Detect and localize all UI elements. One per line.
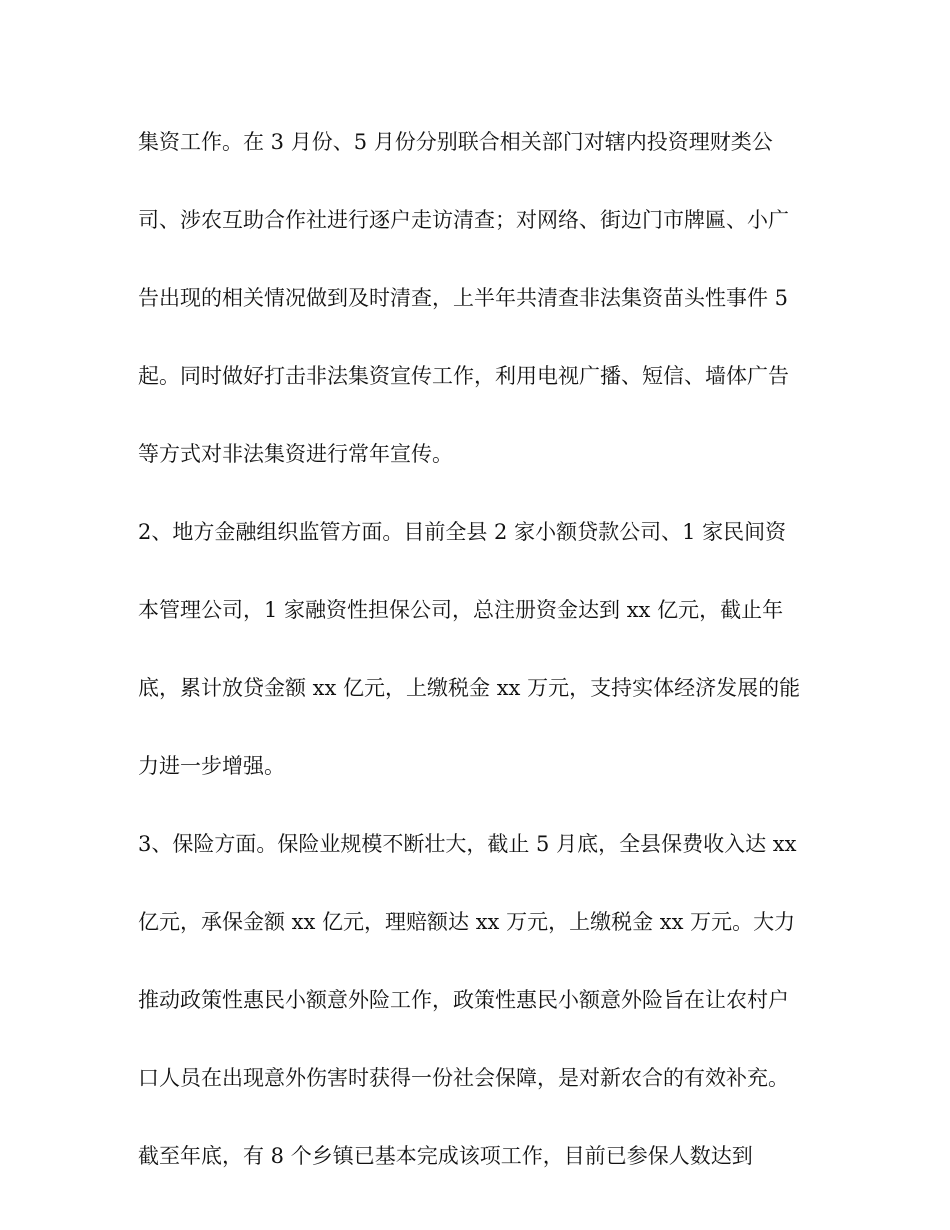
paragraph-line-2: 司、涉农互助合作社进行逐户走访清查；对网络、街边门市牌匾、小广 bbox=[138, 208, 789, 232]
paragraph-line-7: 本管理公司，1 家融资性担保公司，总注册资金达到 xx 亿元，截止年 bbox=[138, 598, 784, 622]
paragraph-line-5: 等方式对非法集资进行常年宣传。 bbox=[138, 442, 453, 466]
paragraph-line-12: 推动政策性惠民小额意外险工作，政策性惠民小额意外险旨在让农村户 bbox=[138, 988, 789, 1012]
paragraph-line-13: 口人员在出现意外伤害时获得一份社会保障，是对新农合的有效补充。 bbox=[138, 1066, 789, 1090]
paragraph-line-14: 截至年底，有 8 个乡镇已基本完成该项工作，目前已参保人数达到 bbox=[138, 1144, 753, 1168]
paragraph-line-9: 力进一步增强。 bbox=[138, 754, 285, 778]
paragraph-line-6: 2、地方金融组织监管方面。目前全县 2 家小额贷款公司、1 家民间资 bbox=[138, 520, 787, 544]
paragraph-line-8: 底，累计放贷金额 xx 亿元，上缴税金 xx 万元，支持实体经济发展的能 bbox=[138, 676, 801, 700]
paragraph-line-4: 起。同时做好打击非法集资宣传工作，利用电视广播、短信、墙体广告 bbox=[138, 364, 789, 388]
paragraph-line-1: 集资工作。在 3 月份、5 月份分别联合相关部门对辖内投资理财类公 bbox=[138, 130, 773, 154]
paragraph-line-3: 告出现的相关情况做到及时清查，上半年共清查非法集资苗头性事件 5 bbox=[138, 286, 789, 310]
paragraph-line-11: 亿元，承保金额 xx 亿元，理赔额达 xx 万元，上缴税金 xx 万元。大力 bbox=[138, 910, 796, 934]
paragraph-line-10: 3、保险方面。保险业规模不断壮大，截止 5 月底，全县保费收入达 xx bbox=[138, 832, 797, 856]
